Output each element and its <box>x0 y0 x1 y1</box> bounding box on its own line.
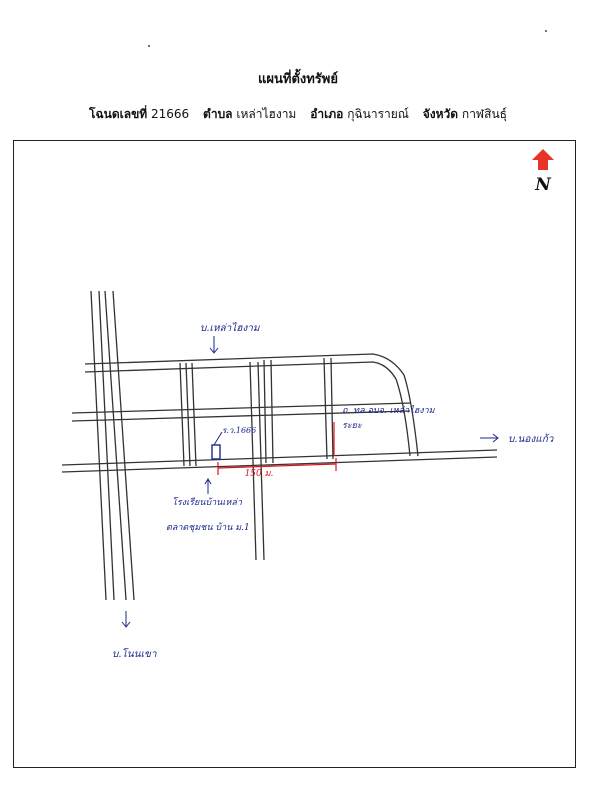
landmark-line2: ตลาดชุมชน บ้าน ม.1 <box>166 523 250 533</box>
plot-leader-line <box>214 432 222 445</box>
arrow-right-icon <box>480 434 498 442</box>
east-destination-label: บ.นองแก้ว <box>508 434 554 445</box>
road-main <box>62 450 497 472</box>
province-value: กาฬสินธุ์ <box>461 107 507 121</box>
district-label: อำเภอ <box>310 107 344 121</box>
distance-label: 150 ม. <box>244 469 274 479</box>
plot-label: ร.ว.1666 <box>222 426 257 435</box>
road-note-line2: ระยะ <box>342 421 362 431</box>
road-ns-left <box>91 291 134 600</box>
road-note-line1: ถ. ทล.อบจ. เหล่าไฮงาม <box>342 406 435 416</box>
district-value: กุฉินารายณ์ <box>347 107 409 121</box>
subdistrict-value: เหล่าไฮงาม <box>236 107 297 121</box>
province-label: จังหวัด <box>422 107 459 121</box>
deed-label: โฉนดเลขที่ <box>89 107 148 121</box>
deed-number: 21666 <box>151 107 190 121</box>
subdistrict-label: ตำบล <box>203 107 233 121</box>
north-label: N <box>535 175 551 195</box>
page-title: แผนที่ตั้งทรัพย์ <box>258 72 338 87</box>
road-network <box>62 291 497 600</box>
arrow-down-icon <box>210 336 218 353</box>
village-top-label: บ.เหล่าไฮงาม <box>200 323 260 334</box>
south-destination-label: บ.โนนเขา <box>112 649 157 660</box>
road-ns-streets <box>180 358 333 466</box>
arrow-up-icon <box>205 479 211 494</box>
arrow-down-icon <box>122 611 130 627</box>
landmark-line1: โรงเรียนบ้านเหล่า <box>172 498 242 508</box>
north-arrow-icon <box>532 149 554 195</box>
road-ns-south <box>250 362 264 560</box>
plot-marker <box>212 445 220 459</box>
road-upper <box>85 354 404 379</box>
